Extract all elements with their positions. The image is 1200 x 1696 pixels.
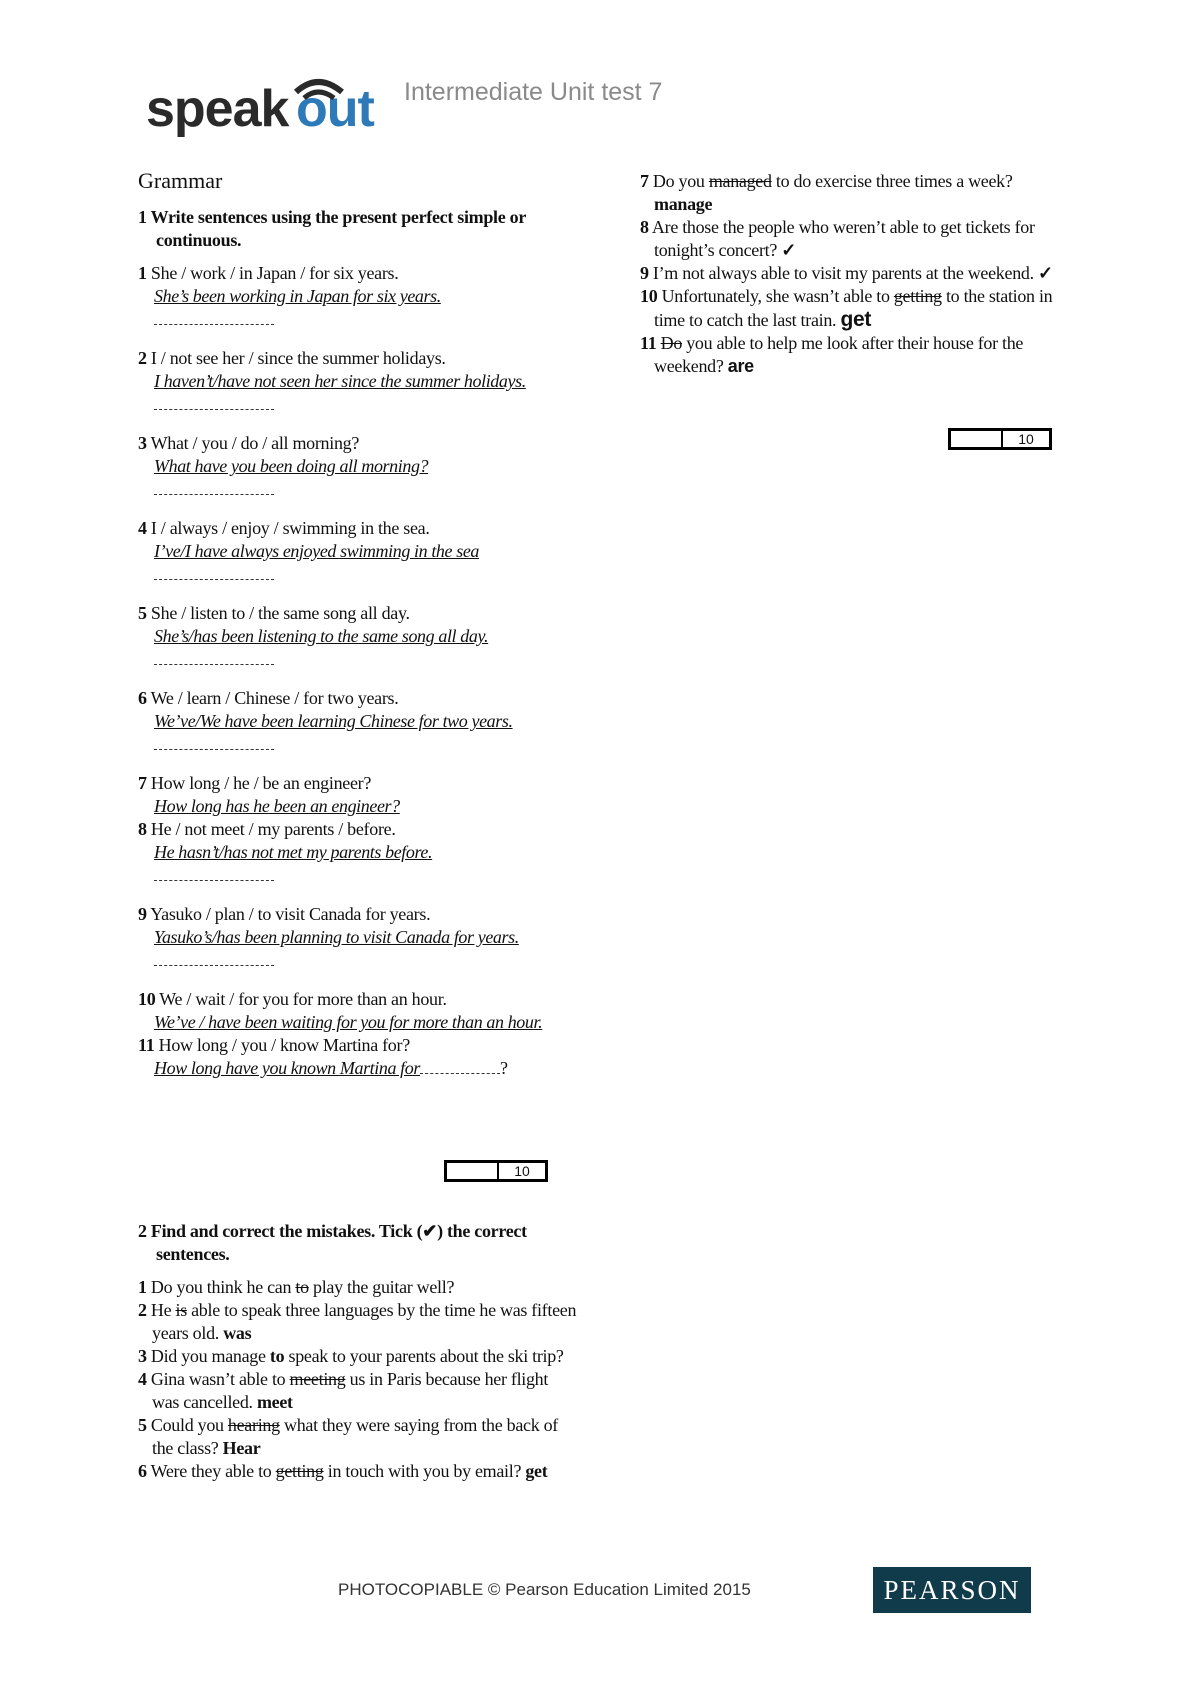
item-text: I’m not always able to visit my parents at the weekend.: [652, 263, 1038, 283]
exercise-1-item: [138, 432, 578, 501]
answer-gap[interactable]: [138, 393, 578, 416]
struck-mistake: is: [175, 1300, 187, 1320]
item-number: 8: [138, 819, 147, 839]
correction-word[interactable]: ✓: [781, 240, 797, 260]
item-number: 5: [138, 1415, 147, 1435]
item-number: 11: [640, 333, 657, 353]
correction-word[interactable]: get: [840, 308, 872, 331]
answer-end-mark: ?: [499, 1058, 508, 1078]
item-number: 8: [640, 217, 649, 237]
answer-gap[interactable]: [138, 864, 578, 887]
item-prompt-text: We / wait / for you for more than an hour.: [159, 989, 447, 1009]
correction-word[interactable]: meet: [256, 1392, 293, 1412]
item-text: us in Paris because her flight was cancelled.: [152, 1369, 549, 1412]
answer-gap[interactable]: [138, 733, 578, 756]
item-prompt-text: What / you / do / all morning?: [150, 433, 360, 453]
item-number: 10: [640, 286, 658, 306]
exercise-2-item: [138, 1368, 578, 1414]
left-column: [138, 168, 578, 1096]
item-text: to the station in time to catch the last train.: [654, 286, 1053, 330]
item-text: in touch with you by email?: [323, 1461, 526, 1481]
item-prompt-text: I / always / enjoy / swimming in the sea.: [150, 518, 430, 538]
answer-fill-line: [154, 951, 274, 966]
answer-gap[interactable]: [138, 563, 578, 586]
answer-fill-line: [154, 650, 274, 665]
item-answer[interactable]: He hasn’t/has not met my parents before.: [154, 842, 433, 862]
item-number: 9: [640, 263, 649, 283]
item-text: Do you think he can: [150, 1277, 296, 1297]
answer-fill-line: [154, 395, 274, 410]
item-prompt-text: She / listen to / the same song all day.: [150, 603, 410, 623]
item-prompt-text: He / not meet / my parents / before.: [150, 819, 396, 839]
item-number: 1: [138, 1277, 147, 1297]
score-entry-cell[interactable]: [447, 1163, 499, 1179]
item-answer[interactable]: How long have you known Martina for: [154, 1058, 420, 1078]
pearson-logo: PEARSON: [873, 1567, 1031, 1613]
item-number: 5: [138, 603, 147, 623]
exercise-1-item: [138, 772, 578, 818]
item-answer[interactable]: How long has he been an engineer?: [154, 796, 400, 816]
answer-fill-line: [154, 565, 274, 580]
svg-text:out: out: [296, 80, 374, 138]
exercise-2-item: [138, 1414, 578, 1460]
item-text: able to speak three languages by the time he was fifteen years old.: [152, 1300, 577, 1343]
item-text: you able to help me look after their house for the weekend?: [654, 333, 1024, 376]
answer-fill-line: [154, 866, 274, 881]
exercise-1-item: [138, 517, 578, 586]
score-total: 10: [514, 1163, 530, 1179]
item-prompt-text: Yasuko / plan / to visit Canada for years.: [150, 904, 431, 924]
correction-word[interactable]: Hear: [222, 1438, 261, 1458]
item-number: 1: [138, 263, 147, 283]
answer-gap[interactable]: [138, 648, 578, 671]
correction-word[interactable]: manage: [654, 194, 713, 214]
item-number: 4: [138, 1369, 147, 1389]
item-prompt: [138, 602, 578, 625]
item-prompt: [138, 988, 578, 1011]
exercise-1-list: [138, 262, 578, 1080]
item-answer[interactable]: I’ve/I have always enjoyed swimming in the sea: [154, 541, 480, 561]
exercise-2-item: [640, 332, 1060, 378]
exercise-2-list-left: [138, 1276, 578, 1483]
right-column: [640, 170, 1060, 378]
exercise-2-item: [138, 1299, 578, 1345]
answer-fill-line: [154, 480, 274, 495]
item-text: what they were saying from the back of the class?: [152, 1415, 558, 1458]
item-answer[interactable]: I haven’t/have not seen her since the summer holidays.: [154, 371, 526, 391]
item-text: Unfortunately, she wasn’t able to: [661, 286, 894, 306]
item-number: 6: [138, 688, 147, 708]
item-text: He: [150, 1300, 176, 1320]
item-prompt-text: I / not see her / since the summer holidays.: [150, 348, 446, 368]
score-total: 10: [1018, 431, 1034, 447]
item-answer[interactable]: Yasuko’s/has been planning to visit Canada for years.: [154, 927, 519, 947]
struck-mistake: to: [295, 1277, 309, 1297]
item-text: to do exercise three times a week?: [771, 171, 1013, 191]
exercise-1-item: [138, 347, 578, 416]
item-prompt: [138, 347, 578, 370]
item-number: 4: [138, 518, 147, 538]
exercise-2-score-box: [948, 428, 1052, 450]
exercise-2-item: [138, 1345, 578, 1368]
item-prompt: [138, 262, 578, 285]
item-text: Could you: [150, 1415, 228, 1435]
item-number: 2: [138, 1300, 147, 1320]
exercise-2-item: [640, 285, 1060, 332]
item-number: 11: [138, 1035, 155, 1055]
struck-mistake: getting: [275, 1461, 324, 1481]
exercise-1-item: [138, 988, 578, 1034]
exercise-1-instruction: 1 Write sentences using the present perfect simple or continuous.: [138, 207, 526, 250]
exercise-1-item: [138, 1034, 578, 1080]
correction-word[interactable]: was: [223, 1323, 252, 1343]
item-text: Gina wasn’t able to: [150, 1369, 290, 1389]
item-answer[interactable]: She’s been working in Japan for six years.: [154, 286, 441, 306]
section-title: Grammar: [138, 168, 223, 193]
item-answer[interactable]: We’ve/We have been learning Chinese for two years.: [154, 711, 513, 731]
item-number: 7: [138, 773, 147, 793]
item-text: Do you: [652, 171, 709, 191]
exercise-2-instruction: 2 Find and correct the mistakes. Tick (✔) the correct sentences.: [138, 1221, 527, 1264]
speakout-logo: [146, 68, 396, 148]
item-number: 7: [640, 171, 649, 191]
item-text: Were they able to: [150, 1461, 276, 1481]
exercise-2-list-right: [640, 170, 1060, 378]
item-prompt-text: How long / you / know Martina for?: [158, 1035, 410, 1055]
exercise-1-item: [138, 687, 578, 756]
item-number: 3: [138, 433, 147, 453]
correction-word[interactable]: are: [727, 356, 754, 376]
unit-title: Intermediate Unit test 7: [404, 78, 663, 106]
item-prompt: [138, 432, 578, 455]
struck-mistake: meeting: [289, 1369, 346, 1389]
item-prompt: [138, 1034, 578, 1057]
item-prompt: [138, 903, 578, 926]
item-number: 9: [138, 904, 147, 924]
item-prompt-text: We / learn / Chinese / for two years.: [150, 688, 399, 708]
answer-fill-line: [154, 735, 274, 750]
exercise-1-item: [138, 818, 578, 887]
exercise-2-left: [138, 1220, 578, 1483]
item-prompt: [138, 772, 578, 795]
score-entry-cell[interactable]: [951, 431, 1003, 447]
exercise-2-item: [640, 262, 1060, 285]
exercise-1-item: [138, 262, 578, 331]
exercise-2-item: [640, 216, 1060, 262]
answer-gap[interactable]: [138, 949, 578, 972]
exercise-1-score-box: [444, 1160, 548, 1182]
item-prompt: [138, 818, 578, 841]
correction-word[interactable]: ✓: [1038, 263, 1053, 283]
item-number: 2: [138, 348, 147, 368]
exercise-2-item: [640, 170, 1060, 216]
item-number: 6: [138, 1461, 147, 1481]
item-number: 10: [138, 989, 156, 1009]
item-answer[interactable]: We’ve / have been waiting for you for more than an hour.: [154, 1012, 543, 1032]
exercise-1-item: [138, 602, 578, 671]
exercise-2-item: [138, 1276, 578, 1299]
item-answer[interactable]: She’s/has been listening to the same song all day.: [154, 626, 489, 646]
struck-mistake: Do: [660, 333, 683, 353]
item-prompt: [138, 517, 578, 540]
item-prompt-text: She / work / in Japan / for six years.: [150, 263, 399, 283]
item-answer[interactable]: What have you been doing all morning?: [154, 456, 429, 476]
struck-mistake: hearing: [227, 1415, 280, 1435]
answer-fill-line: [420, 1059, 500, 1074]
correction-word[interactable]: get: [525, 1461, 548, 1481]
item-prompt: [138, 687, 578, 710]
svg-text:speak: speak: [146, 80, 289, 138]
item-text: Did you manage: [150, 1346, 270, 1366]
struck-mistake: managed: [708, 171, 772, 191]
exercise-1-item: [138, 903, 578, 972]
item-text: Are those the people who weren’t able to get tickets for tonight’s concert?: [651, 217, 1035, 260]
struck-mistake: getting: [893, 286, 942, 306]
answer-gap[interactable]: [138, 308, 578, 331]
item-prompt-text: How long / he / be an engineer?: [150, 773, 372, 793]
exercise-2-item: [138, 1460, 578, 1483]
inserted-word: to: [269, 1346, 285, 1366]
item-text: play the guitar well?: [308, 1277, 455, 1297]
item-number: 3: [138, 1346, 147, 1366]
item-text: speak to your parents about the ski trip?: [284, 1346, 564, 1366]
answer-gap[interactable]: [138, 478, 578, 501]
copyright-footer: PHOTOCOPIABLE © Pearson Education Limited 2015: [338, 1580, 751, 1599]
answer-fill-line: [154, 310, 274, 325]
